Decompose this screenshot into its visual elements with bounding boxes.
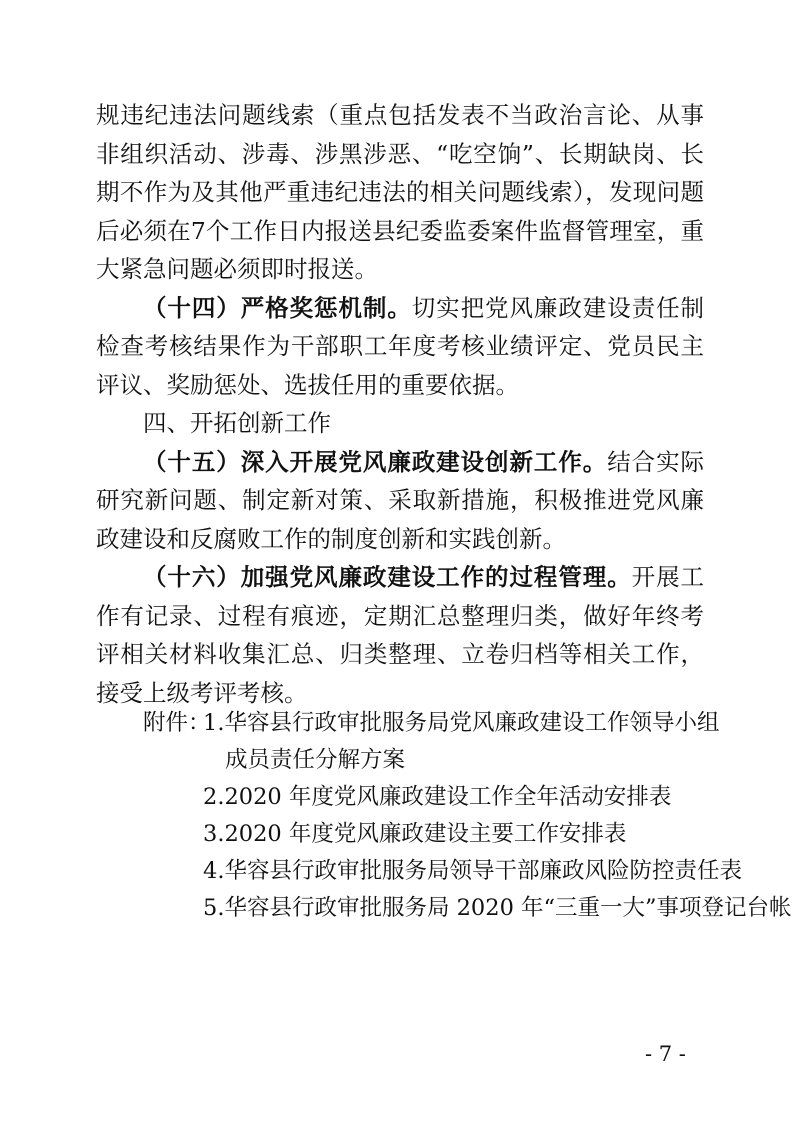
attachment-item-1-continued: 成员责任分解方案 <box>225 747 406 773</box>
paragraph-text: 规违纪违法问题线索（重点包括发表不当政治言论、从事非组织活动、涉毒、涉黑涉恶、“吃空饷”、长期缺岗、长期不作为及其他严重违纪违法的相关问题线索），发现问题后必须在7个工作日内报送县纪委监委案件监督管理室，重大紧急问题必须即时报送。 <box>96 101 704 283</box>
paragraph-heading: （十四）严格奖惩机制。 <box>143 293 412 322</box>
attachment-item-2: 2.2020 年度党风廉政建设工作全年活动安排表 <box>203 784 672 810</box>
paragraph-text: 结合实际研究新问题、制定新对策、采取新措施，积极推进党风廉政建设和反腐败工作的制度创新和实践创新。 <box>96 447 705 553</box>
paragraph-heading: （十五）深入开展党风廉政建设创新工作。 <box>143 447 608 476</box>
paragraph-text: 开展工作有记录、过程有痕迹，定期汇总整理归类，做好年终考评相关材料收集汇总、归类整理、立卷归档等相关工作，接受上级考评考核。 <box>96 563 705 707</box>
attachment-item-1: 1.华容县行政审批服务局党风廉政建设工作领导小组 <box>203 710 720 736</box>
section-title: 四、开拓创新工作 <box>143 409 331 437</box>
paragraph-text: 切实把党风廉政建设责任制检查考核结果作为干部职工年度考核业绩评定、党员民主评议、奖励惩处、选拔任用的重要依据。 <box>96 293 704 399</box>
attachment-item-5: 5.华容县行政审批服务局 2020 年“三重一大”事项登记台帐 <box>203 895 792 921</box>
paragraph-item-16 <box>96 558 704 712</box>
page-number: - 7 - <box>645 1042 686 1066</box>
paragraph-continuation <box>96 96 704 289</box>
attachment-item-3: 3.2020 年度党风廉政建设主要工作安排表 <box>203 821 627 847</box>
paragraph-item-14 <box>96 289 704 405</box>
attachment-item-4: 4.华容县行政审批服务局领导干部廉政风险防控责任表 <box>203 858 742 884</box>
paragraph-heading: （十六）加强党风廉政建设工作的过程管理。 <box>143 563 632 591</box>
attachments-label: 附件： <box>143 710 211 736</box>
document-body <box>96 96 704 712</box>
paragraph-item-15 <box>96 443 704 559</box>
